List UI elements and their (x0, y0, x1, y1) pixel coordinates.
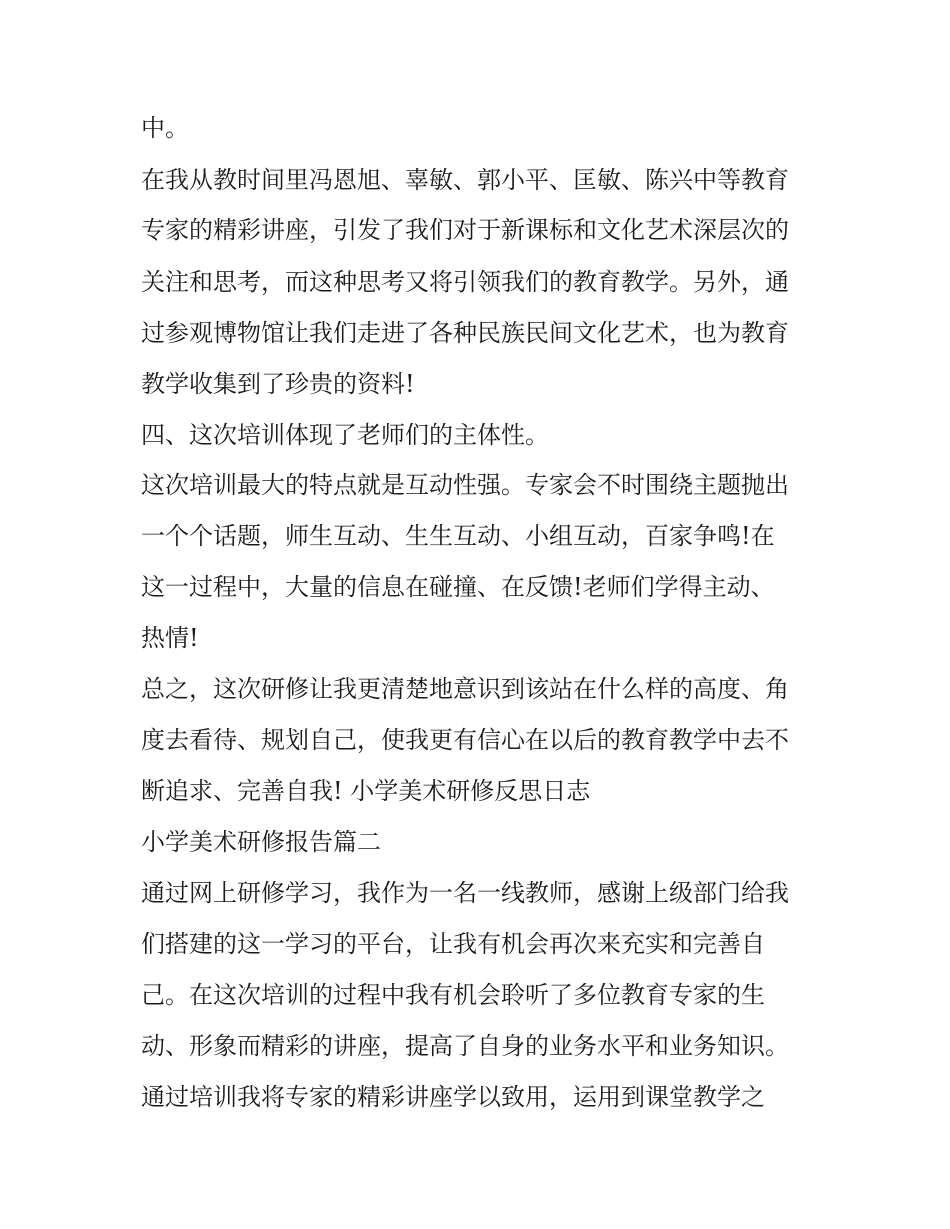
text-line: 一个个话题，师生互动、生生互动、小组互动，百家争鸣!在 (141, 522, 775, 550)
section-title: 小学美术研修报告篇二 (141, 828, 381, 856)
text-line: 这一过程中，大量的信息在碰撞、在反馈!老师们学得主动、 (141, 573, 775, 601)
text-line: 过参观博物馆让我们走进了各种民族民间文化艺术，也为教育 (141, 319, 789, 347)
text-line: 通过网上研修学习，我作为一名一线教师，感谢上级部门给我 (141, 879, 789, 907)
text-line: 度去看待、规划自己，使我更有信心在以后的教育教学中去不 (141, 726, 789, 754)
text-line: 通过培训我将专家的精彩讲座学以致用，运用到课堂教学之 (141, 1083, 765, 1111)
text-line: 热情! (141, 624, 199, 652)
text-line: 总之，这次研修让我更清楚地意识到该站在什么样的高度、角 (141, 675, 789, 703)
text-line: 断追求、完善自我! 小学美术研修反思日志 (141, 777, 591, 805)
text-line: 们搭建的这一学习的平台，让我有机会再次来充实和完善自 (141, 930, 765, 958)
text-line: 这次培训最大的特点就是互动性强。专家会不时围绕主题抛出 (141, 471, 789, 499)
text-line: 在我从教时间里冯恩旭、辜敏、郭小平、匡敏、陈兴中等教育 (141, 166, 789, 194)
text-line: 关注和思考，而这种思考又将引领我们的教育教学。另外，通 (141, 268, 789, 296)
text-line: 教学收集到了珍贵的资料! (141, 370, 415, 398)
text-line: 专家的精彩讲座，引发了我们对于新课标和文化艺术深层次的 (141, 216, 789, 244)
text-line: 中。 (141, 114, 189, 142)
text-line: 动、形象而精彩的讲座，提高了自身的业务水平和业务知识。 (141, 1032, 789, 1060)
text-line: 己。在这次培训的过程中我有机会聆听了多位教育专家的生 (141, 981, 765, 1009)
section-heading: 四、这次培训体现了老师们的主体性。 (141, 421, 549, 449)
